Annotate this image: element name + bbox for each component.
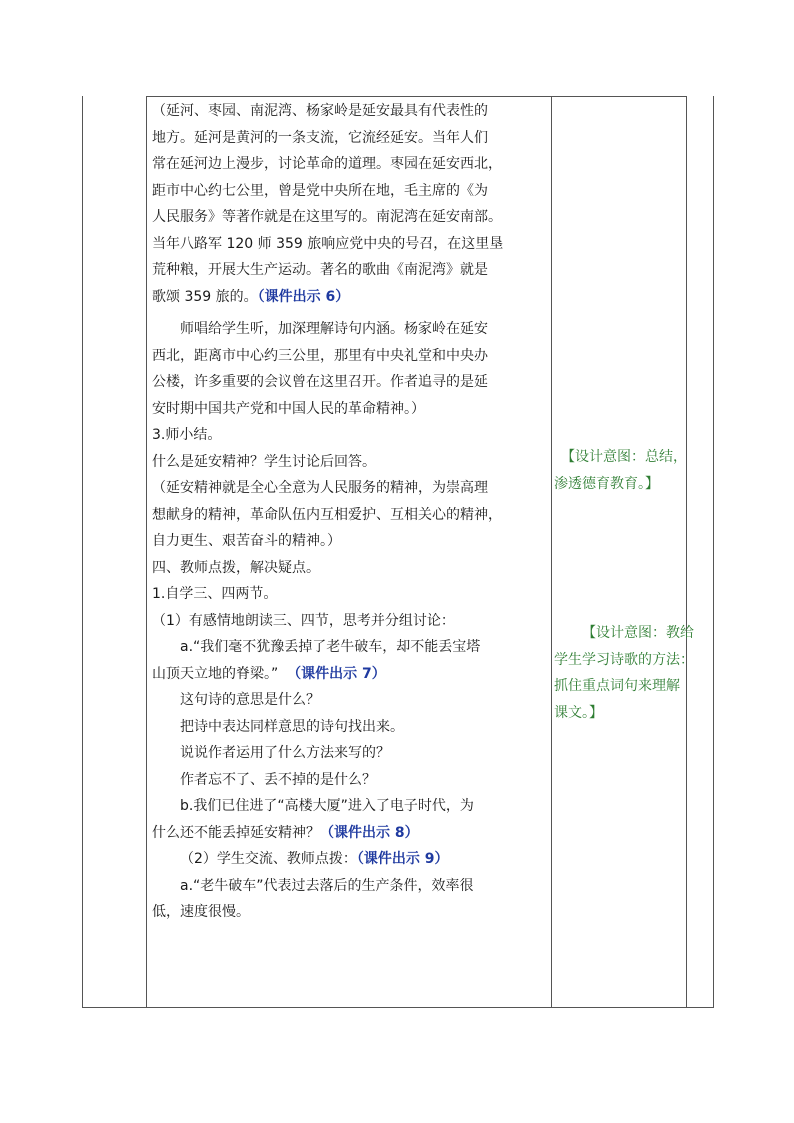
text-line-body: 歌颂 359 旅的。 [152, 288, 258, 305]
courseware-tag: （课件出示 9） [356, 851, 449, 867]
text-line: 荒种粮，开展大生产运动。著名的歌曲《南泥湾》就是 [152, 262, 488, 278]
question-line: 作者忘不了、丢不掉的是什么？ [180, 771, 376, 788]
note-line: 学生学习诗歌的方法： [554, 651, 694, 668]
text-line: （延河、枣园、南泥湾、杨家岭是延安最具有代表性的 [152, 103, 488, 119]
text-line: 距市中心约七公里，曾是党中央所在地，毛主席的《为 [152, 182, 488, 199]
text-line-body: （2）学生交流、教师点拨： [180, 851, 357, 867]
text-line: 师唱给学生听，加深理解诗句内涵。杨家岭在延安 [180, 321, 488, 337]
design-note-2 [554, 620, 714, 726]
table-border-left [82, 96, 83, 1008]
table-border-right [713, 96, 714, 1008]
text-line: （延安精神就是全心全意为人民服务的精神，为崇高理 [152, 480, 488, 496]
question-line: 这句诗的意思是什么？ [180, 692, 320, 708]
table-border-col2 [551, 96, 552, 1008]
question-line: 把诗中表达同样意思的诗句找出来。 [180, 718, 404, 735]
note-line: 【设计意图：总结， [561, 449, 687, 465]
text-line: 自力更生、艰苦奋斗的精神。） [152, 533, 341, 549]
text-line [152, 661, 550, 688]
table-border-col3 [686, 96, 687, 1008]
note-line: 【设计意图：教给 [582, 625, 694, 641]
lesson-content [152, 98, 550, 926]
text-line: 地方。延河是黄河的一条支流，它流经延安。当年人们 [152, 129, 488, 146]
note-line: 渗透德育教育。】 [554, 475, 659, 492]
table-border-bottom [82, 1007, 714, 1008]
section-heading: 四、教师点拨，解决疑点。 [152, 559, 320, 576]
text-line-body: 山顶天立地的脊梁。” [152, 665, 279, 682]
text-line: 西北，距离市中心约三公里，那里有中央礼堂和中央办 [152, 347, 488, 364]
section-subheading: 1.自学三、四两节。 [152, 586, 278, 602]
design-note-1 [554, 444, 714, 497]
table-border-col1 [146, 96, 147, 1008]
courseware-tag: （课件出示 7） [287, 665, 386, 682]
note-line: 抓住重点词句来理解 [554, 678, 680, 694]
summary-heading: 3.师小结。 [152, 427, 222, 443]
table-border-top [146, 96, 687, 97]
courseware-tag: （课件出示 8） [320, 824, 419, 841]
text-line-body: 什么还不能丢掉延安精神？ [152, 824, 320, 841]
text-line: a.“老牛破车”代表过去落后的生产条件，效率很 [180, 877, 474, 894]
text-line: a.“我们毫不犹豫丢掉了老牛破车，却不能丢宝塔 [180, 639, 481, 655]
note-line: 课文。】 [554, 704, 603, 721]
text-line [152, 284, 550, 311]
text-line: b.我们已住进了“高楼大厦”进入了电子时代，为 [180, 798, 474, 814]
courseware-tag: （课件出示 6） [257, 288, 350, 305]
task-line: （1）有感情地朗读三、四节，思考并分组讨论： [152, 612, 455, 629]
text-line [152, 846, 550, 873]
text-line: 安时期中国共产党和中国人民的革命精神。） [152, 400, 425, 417]
text-line: 低，速度很慢。 [152, 904, 250, 920]
text-line: 想献身的精神，革命队伍内互相爱护、互相关心的精神， [152, 506, 502, 523]
text-line: 公楼，许多重要的会议曾在这里召开。作者追寻的是延 [152, 374, 488, 390]
question-line: 说说作者运用了什么方法来写的？ [180, 745, 390, 761]
text-line [152, 820, 550, 847]
text-line: 人民服务》等著作就是在这里写的。南泥湾在延安南部。 [152, 209, 502, 225]
text-line: 当年八路军 120 师 359 旅响应党中央的号召，在这里垦 [152, 235, 504, 252]
summary-question: 什么是延安精神？学生讨论后回答。 [152, 453, 376, 470]
text-line: 常在延河边上漫步，讨论革命的道理。枣园在延安西北， [152, 156, 502, 172]
